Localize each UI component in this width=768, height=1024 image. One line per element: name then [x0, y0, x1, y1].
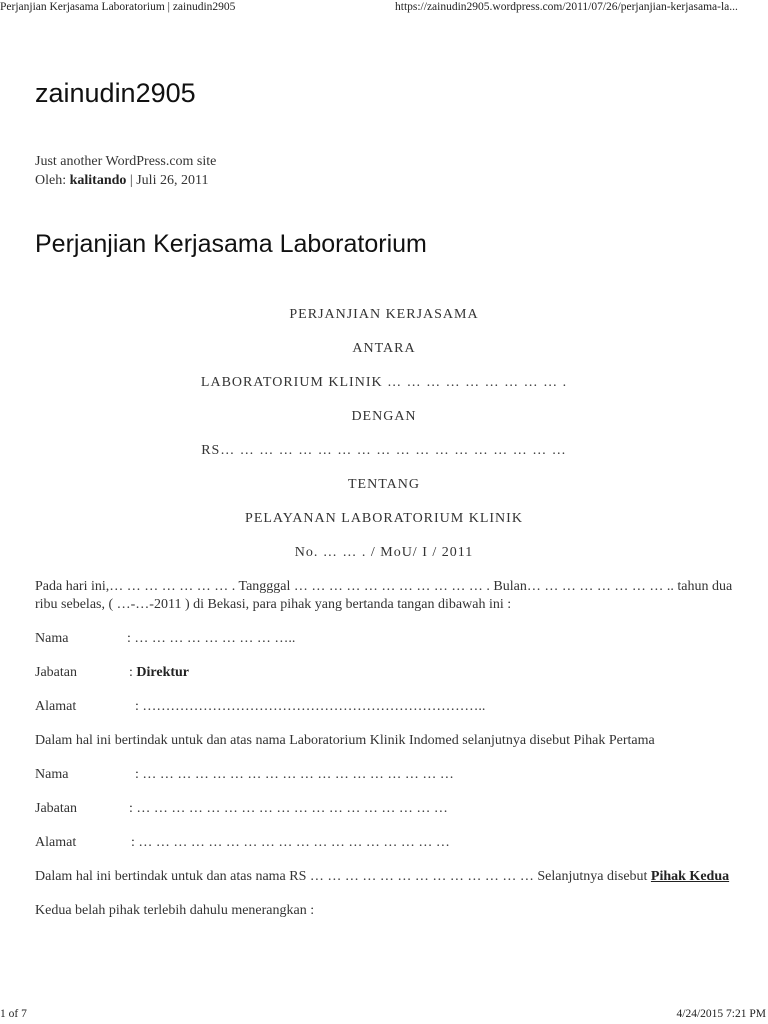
post-byline [35, 173, 208, 189]
party1-jabatan-row [35, 664, 733, 682]
party2-alamat-row [35, 834, 733, 852]
party1-alamat-value: : ……………………………………………………………….. [135, 699, 486, 714]
site-title-link[interactable]: zainudin2905 [35, 78, 196, 108]
party2-nama-label: Nama [35, 767, 69, 782]
party1-nama-row [35, 630, 733, 648]
party2-nama-row [35, 766, 733, 784]
print-footer-page: 1 of 7 [0, 1008, 27, 1020]
party2-alamat-value: : … … … … … … … … … … … … … … … … … … [131, 835, 450, 850]
party1-alamat-row [35, 698, 733, 716]
byline-date: Juli 26, 2011 [136, 173, 209, 188]
print-header-title: Perjanjian Kerjasama Laboratorium | zainudin2905 [0, 1, 236, 13]
party2-statement [35, 868, 733, 886]
party1-jabatan-label: Jabatan [35, 665, 77, 680]
party2-statement-text: Dalam hal ini bertindak untuk dan atas nama RS … … … … … … … … … … … … … Selanjutnya disebut [35, 869, 651, 884]
party1-jabatan-value: Direktur [136, 665, 190, 680]
party2-jabatan-row [35, 800, 733, 818]
byline-separator: | [129, 173, 133, 188]
site-tagline: Just another WordPress.com site [35, 154, 217, 169]
party2-nama-value: : … … … … … … … … … … … … … … … … … … [135, 767, 454, 782]
party1-jabatan-colon: : [129, 665, 137, 680]
byline-prefix: Oleh: [35, 173, 67, 188]
party1-nama-value: : … … … … … … … … ….. [127, 631, 296, 646]
heading-line-6: TENTANG [348, 477, 420, 492]
closing-line: Kedua belah pihak terlebih dahulu menerangkan : [35, 903, 315, 918]
print-footer-datetime: 4/24/2015 7:21 PM [676, 1008, 766, 1020]
post-title: Perjanjian Kerjasama Laboratorium [35, 230, 427, 258]
heading-line-5: RS… … … … … … … … … … … … … … … … … … [201, 443, 567, 458]
post-content [35, 306, 733, 936]
byline-author-link[interactable]: kalitando [69, 173, 127, 188]
party1-jabatan-value-wrap [129, 664, 189, 682]
party1-nama-label: Nama [35, 631, 69, 646]
opening-paragraph: Pada hari ini,… … … … … … … . Tangggal … … … … … … … … … … … . Bulan… … … … … … … … .. tahun dua ribu sebelas, ( …-…-2011 ) di Bekasi, para pihak yang bertanda tangan dibawah ini : [35, 579, 733, 612]
party2-jabatan-label: Jabatan [35, 801, 77, 816]
heading-line-8: No. … … . / MoU/ I / 2011 [294, 545, 474, 560]
party2-alamat-label: Alamat [35, 835, 77, 850]
heading-line-7: PELAYANAN LABORATORIUM KLINIK [245, 511, 523, 526]
party1-alamat-label: Alamat [35, 699, 77, 714]
heading-line-3: LABORATORIUM KLINIK … … … … … … … … … . [200, 375, 568, 390]
heading-line-2: ANTARA [352, 341, 416, 356]
party2-jabatan-value: : … … … … … … … … … … … … … … … … … … [129, 801, 448, 816]
party1-statement: Dalam hal ini bertindak untuk dan atas nama Laboratorium Klinik Indomed selanjutnya disebut Pihak Pertama [35, 733, 655, 748]
heading-line-1: PERJANJIAN KERJASAMA [289, 307, 479, 322]
party2-statement-emphasis: Pihak Kedua [650, 869, 730, 884]
heading-line-4: DENGAN [351, 409, 417, 424]
print-header-url: https://zainudin2905.wordpress.com/2011/07/26/perjanjian-kerjasama-la... [395, 1, 738, 13]
